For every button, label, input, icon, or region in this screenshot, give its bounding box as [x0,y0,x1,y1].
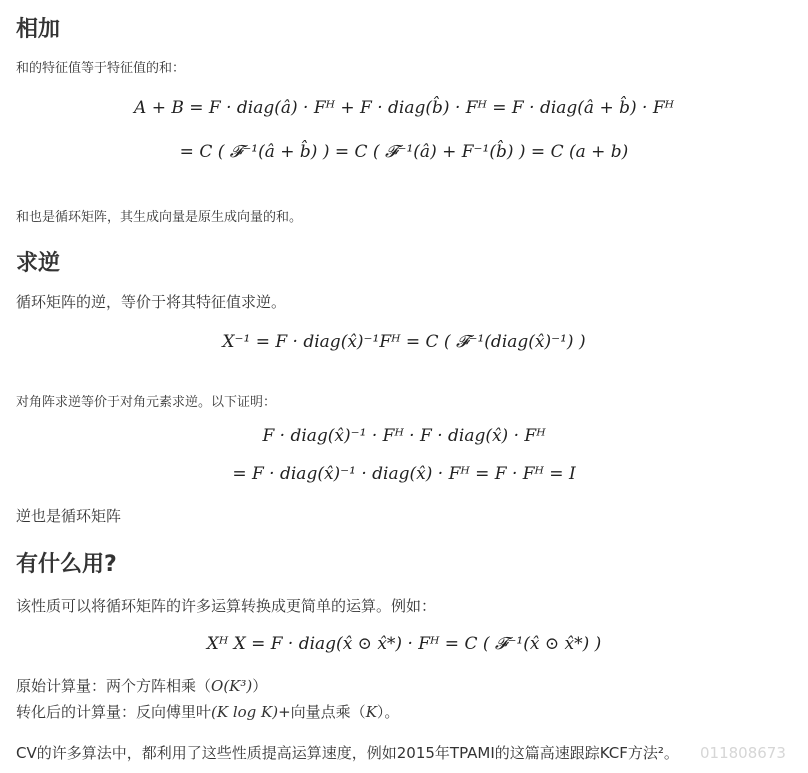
heading-usage: 有什么用? [16,552,117,577]
final-paragraph: CV的许多算法中，都利用了这些性质提高运算速度，例如2015年TPAMI的这篇高速跟踪KCF方法²。 [16,744,679,762]
watermark-text: 011808673 [700,744,786,762]
addition-note: 和也是循环矩阵，其生成向量是原生成向量的和。 [16,210,303,225]
converted-cost-line [16,702,399,722]
converted-cost-label: 转化后的计算量：反向傅里叶 [16,703,212,721]
heading-inverse: 求逆 [16,251,61,276]
usage-equation-1: Xᴴ X = F · diag(x̂ ⊙ x̂*) · Fᴴ = C ( 𝓕⁻¹(x̂ ⊙ x̂*) ) [206,634,602,654]
addition-equation-2: = C ( 𝓕⁻¹(â + b̂) ) = C ( 𝓕⁻¹(â) + F⁻¹(b̂) ) = C (a + b) [179,142,629,162]
inverse-equation-1: X⁻¹ = F · diag(x̂)⁻¹Fᴴ = C ( 𝓕⁻¹(diag(x̂)⁻¹) ) [222,332,586,352]
converted-cost-math-2: K [365,703,377,721]
heading-addition: 相加 [16,17,61,42]
original-cost-label: 原始计算量：两个方阵相乘（ [16,677,212,695]
original-cost-math: O(K³) [211,677,253,695]
inverse-equation-3: = F · diag(x̂)⁻¹ · diag(x̂) · Fᴴ = F · Fᴴ = I [232,464,576,484]
addition-intro: 和的特征值等于特征值的和： [16,61,186,76]
original-cost-end: ） [252,677,268,695]
original-cost-line [16,676,267,696]
converted-cost-end: ）。 [376,703,400,721]
inverse-note: 对角阵求逆等价于对角元素求逆。以下证明： [16,395,277,410]
addition-equation-1: A + B = F · diag(â) · Fᴴ + F · diag(b̂) · Fᴴ = F · diag(â + b̂) · Fᴴ [134,98,674,118]
converted-cost-mid: +向量点乘（ [278,703,366,721]
converted-cost-math: (K log K) [211,703,279,721]
inverse-intro: 循环矩阵的逆，等价于将其特征值求逆。 [16,293,287,311]
usage-intro: 该性质可以将循环矩阵的许多运算转换成更简单的运算。例如： [16,597,437,615]
inverse-equation-2: F · diag(x̂)⁻¹ · Fᴴ · F · diag(x̂) · Fᴴ [262,426,546,446]
inverse-conclusion: 逆也是循环矩阵 [16,507,122,525]
